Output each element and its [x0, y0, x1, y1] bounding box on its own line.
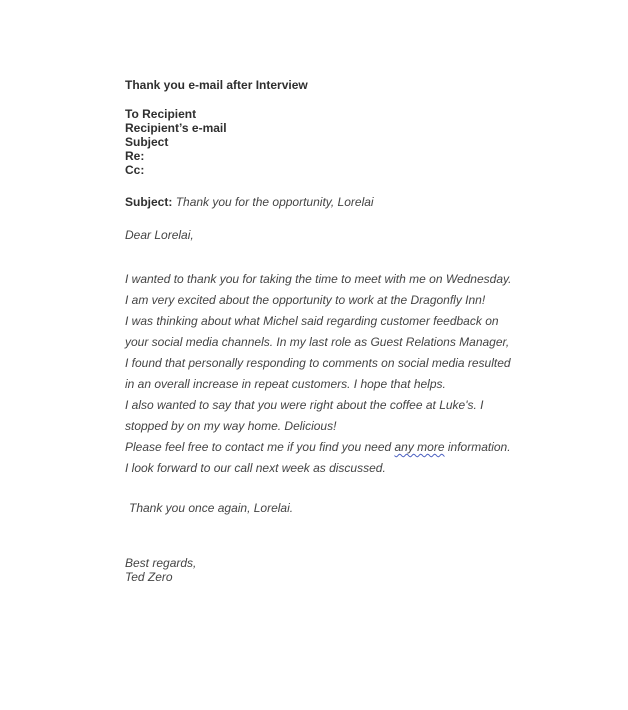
paragraph-4-end: information. I look forward to our call next week as discussed.: [125, 440, 511, 475]
signature-name: Ted Zero: [125, 570, 173, 584]
grammar-marked-text[interactable]: any more: [394, 440, 445, 454]
paragraph-2: I was thinking about what Michel said regarding customer feedback on your social media channels. In my last role as Guest Relations Manager, I found that personally responding to comments on social media resulted in an overall increase in repeat customers. I hope that helps.: [125, 314, 511, 391]
email-body: [125, 269, 515, 479]
paragraph-1: I wanted to thank you for taking the time to meet with me on Wednesday. I am very excited about the opportunity to work at the Dragonfly Inn!: [125, 272, 512, 307]
field-to-recipient: To Recipient: [125, 107, 197, 121]
subject-label: Subject:: [125, 195, 173, 209]
field-re: Re:: [125, 149, 145, 163]
signoff-block: [125, 556, 515, 584]
subject-line: [125, 194, 515, 210]
paragraph-4-start: Please feel free to contact me if you find you need: [125, 440, 395, 454]
closing-line: Thank you once again, Lorelai.: [129, 501, 294, 515]
document-title: Thank you e-mail after Interview: [125, 78, 308, 92]
field-subject: Subject: [125, 135, 169, 149]
field-recipient-email: Recipient’s e-mail: [125, 121, 227, 135]
subject-value: Thank you for the opportunity, Lorelai: [175, 195, 374, 209]
paragraph-4: [125, 437, 515, 479]
paragraph-3: I also wanted to say that you were right about the coffee at Luke's. I stopped by on my way home. Delicious!: [125, 398, 484, 433]
greeting: Dear Lorelai,: [125, 228, 194, 242]
signoff: Best regards,: [125, 556, 197, 570]
header-fields: [125, 107, 515, 177]
field-cc: Cc:: [125, 163, 145, 177]
email-document: [125, 77, 515, 584]
